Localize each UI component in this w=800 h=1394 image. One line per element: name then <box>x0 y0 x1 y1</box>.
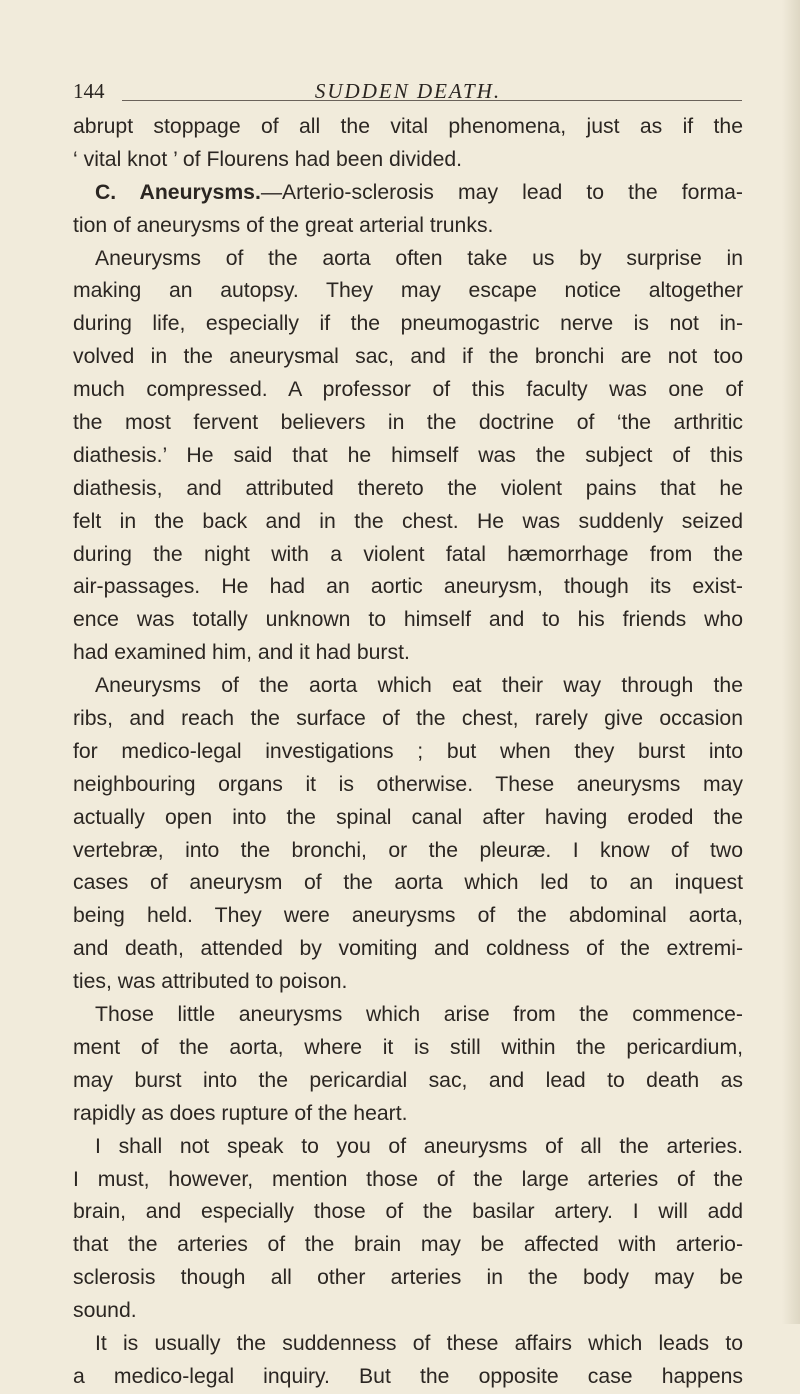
text-line: a medico-legal inquiry. But the opposite case happens <box>73 1364 743 1388</box>
text-line: sclerosis though all other arteries in the body may be <box>73 1266 743 1290</box>
page-edge-shadow <box>782 0 800 1324</box>
text-line: ties, was attributed to poison. <box>73 970 348 994</box>
text-line: during life, especially if the pneumogastric nerve is not in- <box>73 312 743 336</box>
text-line: ‘ vital knot ’ of Flourens had been divided. <box>73 147 463 171</box>
text-line: cases of aneurysm of the aorta which led to an inquest <box>73 871 743 895</box>
text-line: brain, and especially those of the basilar artery. I will add <box>73 1200 743 1224</box>
text-line: felt in the back and in the chest. He was suddenly seized <box>73 509 743 533</box>
text-line: may burst into the pericardial sac, and lead to death as <box>73 1068 743 1092</box>
running-title: SUDDEN DEATH. <box>314 79 502 103</box>
text-line: tion of aneurysms of the great arterial trunks. <box>73 213 494 237</box>
text-line: much compressed. A professor of this faculty was one of <box>73 378 743 402</box>
text-line: for medico-legal investigations ; but when they burst into <box>73 739 743 763</box>
header-rule <box>122 100 742 101</box>
text-fragment: —Arterio-sclerosis may lead to the forma- <box>260 180 743 204</box>
text-line: ence was totally unknown to himself and to his friends who <box>73 608 743 632</box>
text-line: that the arteries of the brain may be affected with arterio- <box>73 1233 743 1257</box>
text-line: air-passages. He had an aortic aneurysm, though its exist- <box>73 575 743 599</box>
text-line: diathesis.’ He said that he himself was the subject of this <box>73 443 743 467</box>
text-line: during the night with a violent fatal hæmorrhage from the <box>73 542 743 566</box>
text-line: vertebræ, into the bronchi, or the pleuræ. I know of two <box>73 838 743 862</box>
text-line: ment of the aorta, where it is still within the pericardium, <box>73 1035 743 1059</box>
text-line: neighbouring organs it is otherwise. These aneurysms may <box>73 772 743 796</box>
text-line: actually open into the spinal canal after having eroded the <box>73 805 743 829</box>
text-line: volved in the aneurysmal sac, and if the bronchi are not too <box>73 345 743 369</box>
section-heading: C. Aneurysms. <box>95 180 261 204</box>
text-line: abrupt stoppage of all the vital phenomena, just as if the <box>73 115 743 138</box>
text-line: diathesis, and attributed thereto the violent pains that he <box>73 476 743 500</box>
text-line: I must, however, mention those of the large arteries of the <box>73 1167 743 1191</box>
body-text <box>73 111 743 1394</box>
text-line: Aneurysms of the aorta often take us by surprise in <box>95 246 743 270</box>
text-line: Those little aneurysms which arise from the commence- <box>95 1003 743 1027</box>
text-line: making an autopsy. They may escape notice altogether <box>73 279 743 303</box>
text-line: the most fervent believers in the doctrine of ‘the arthritic <box>73 411 743 435</box>
page-number: 144 <box>73 79 105 103</box>
text-line: I shall not speak to you of aneurysms of all the arteries. <box>95 1134 743 1158</box>
text-line: sound. <box>73 1299 137 1323</box>
text-line: being held. They were aneurysms of the abdominal aorta, <box>73 904 743 928</box>
text-line <box>73 177 743 210</box>
text-line: ribs, and reach the surface of the chest, rarely give occasion <box>73 707 743 731</box>
text-line: and death, attended by vomiting and coldness of the extremi- <box>73 937 743 961</box>
text-line: It is usually the suddenness of these affairs which leads to <box>95 1331 743 1355</box>
text-line: Aneurysms of the aorta which eat their way through the <box>95 674 743 698</box>
text-line: rapidly as does rupture of the heart. <box>73 1101 408 1125</box>
text-line: had examined him, and it had burst. <box>73 641 410 665</box>
